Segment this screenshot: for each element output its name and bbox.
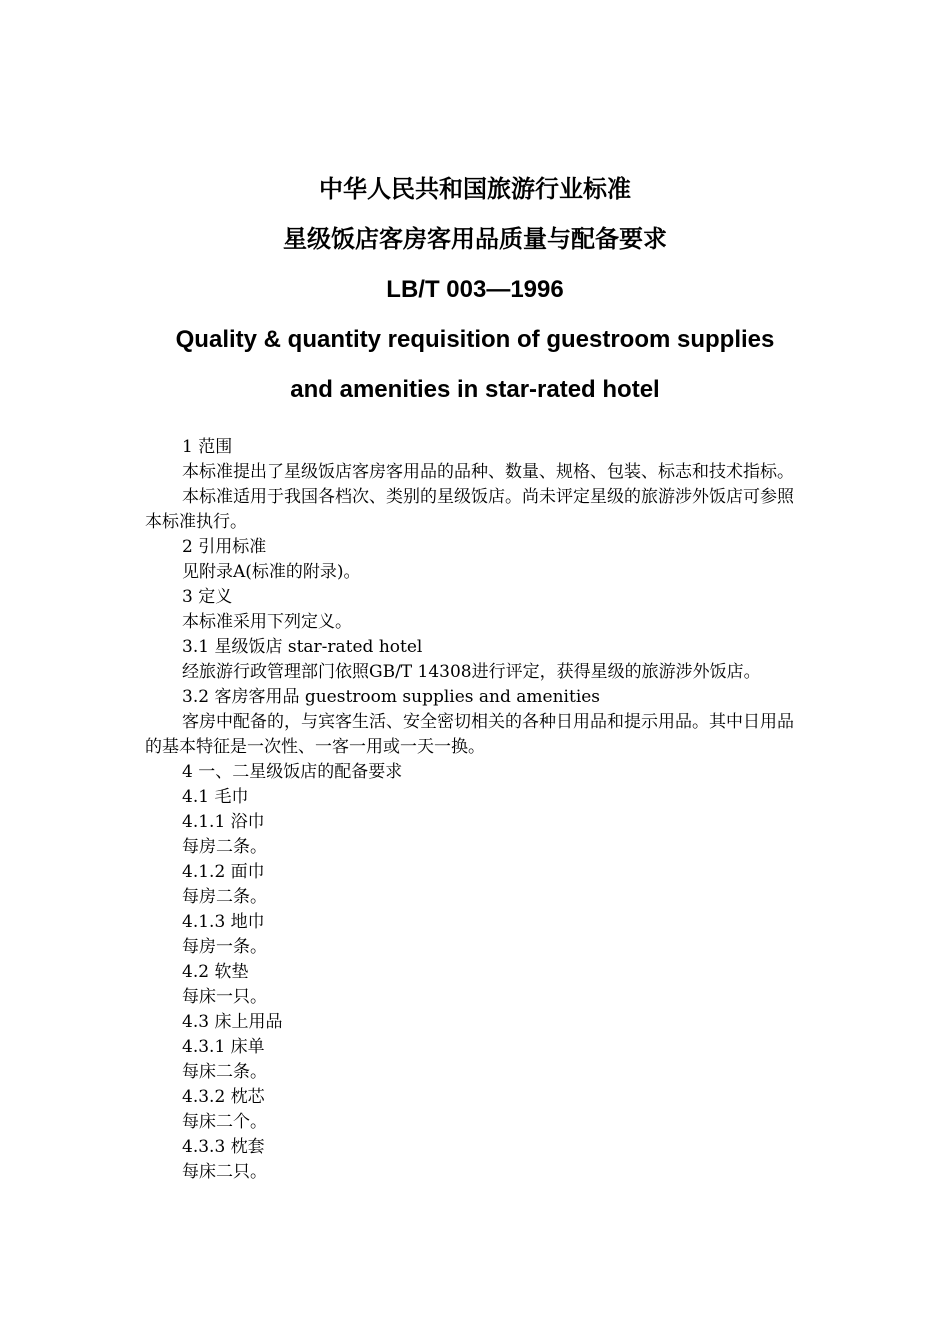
subsection-heading: 4.1.3 地巾 [182,912,265,932]
subsection-heading: 4.2 软垫 [182,962,249,982]
subsection-heading: 4.3 床上用品 [182,1012,283,1032]
standard-subtitle-cn: 星级饭店客房客用品质量与配备要求 [283,226,667,253]
section-heading: 3 定义 [182,587,233,607]
subsection-heading: 4.1.2 面巾 [182,862,265,882]
section-heading: 4 一、二星级饭店的配备要求 [182,762,403,782]
paragraph: 见附录A(标准的附录)。 [182,562,361,582]
standard-title-en-line2: and amenities in star-rated hotel [290,376,660,403]
paragraph: 每房一条。 [182,937,267,957]
subsection-heading: 3.1 星级饭店 star-rated hotel [182,637,423,657]
standard-title-en-line1: Quality & quantity requisition of guestroom supplies [175,326,775,353]
document-body [145,435,810,1185]
paragraph: 本标准采用下列定义。 [182,612,352,632]
subsection-heading: 4.3.1 床单 [182,1037,265,1057]
paragraph: 每床二只。 [182,1162,267,1182]
paragraph: 每房二条。 [182,887,267,907]
standard-code: LB/T 003—1996 [386,276,564,303]
subsection-heading: 4.3.3 枕套 [182,1137,265,1157]
standard-title-cn: 中华人民共和国旅游行业标准 [319,176,631,203]
section-heading: 1 范围 [182,437,233,457]
subsection-heading: 3.2 客房客用品 guestroom supplies and amenities [182,687,601,707]
paragraph: 每床二个。 [182,1112,267,1132]
paragraph: 每床一只。 [182,987,267,1007]
paragraph: 每床二条。 [182,1062,267,1082]
paragraph: 每房二条。 [182,837,267,857]
section-heading: 2 引用标准 [182,537,267,557]
subsection-heading: 4.1.1 浴巾 [182,812,265,832]
paragraph: 本标准适用于我国各档次、类别的星级饭店。尚未评定星级的旅游涉外饭店可参照本标准执行。 [145,487,794,532]
paragraph: 客房中配备的，与宾客生活、安全密切相关的各种日用品和提示用品。其中日用品的基本特征是一次性、一客一用或一天一换。 [145,712,794,757]
paragraph: 经旅游行政管理部门依照GB/T 14308进行评定，获得星级的旅游涉外饭店。 [182,662,761,682]
subsection-heading: 4.1 毛巾 [182,787,249,807]
document-header [0,170,950,420]
subsection-heading: 4.3.2 枕芯 [182,1087,265,1107]
paragraph: 本标准提出了星级饭店客房客用品的品种、数量、规格、包装、标志和技术指标。 [182,462,794,482]
